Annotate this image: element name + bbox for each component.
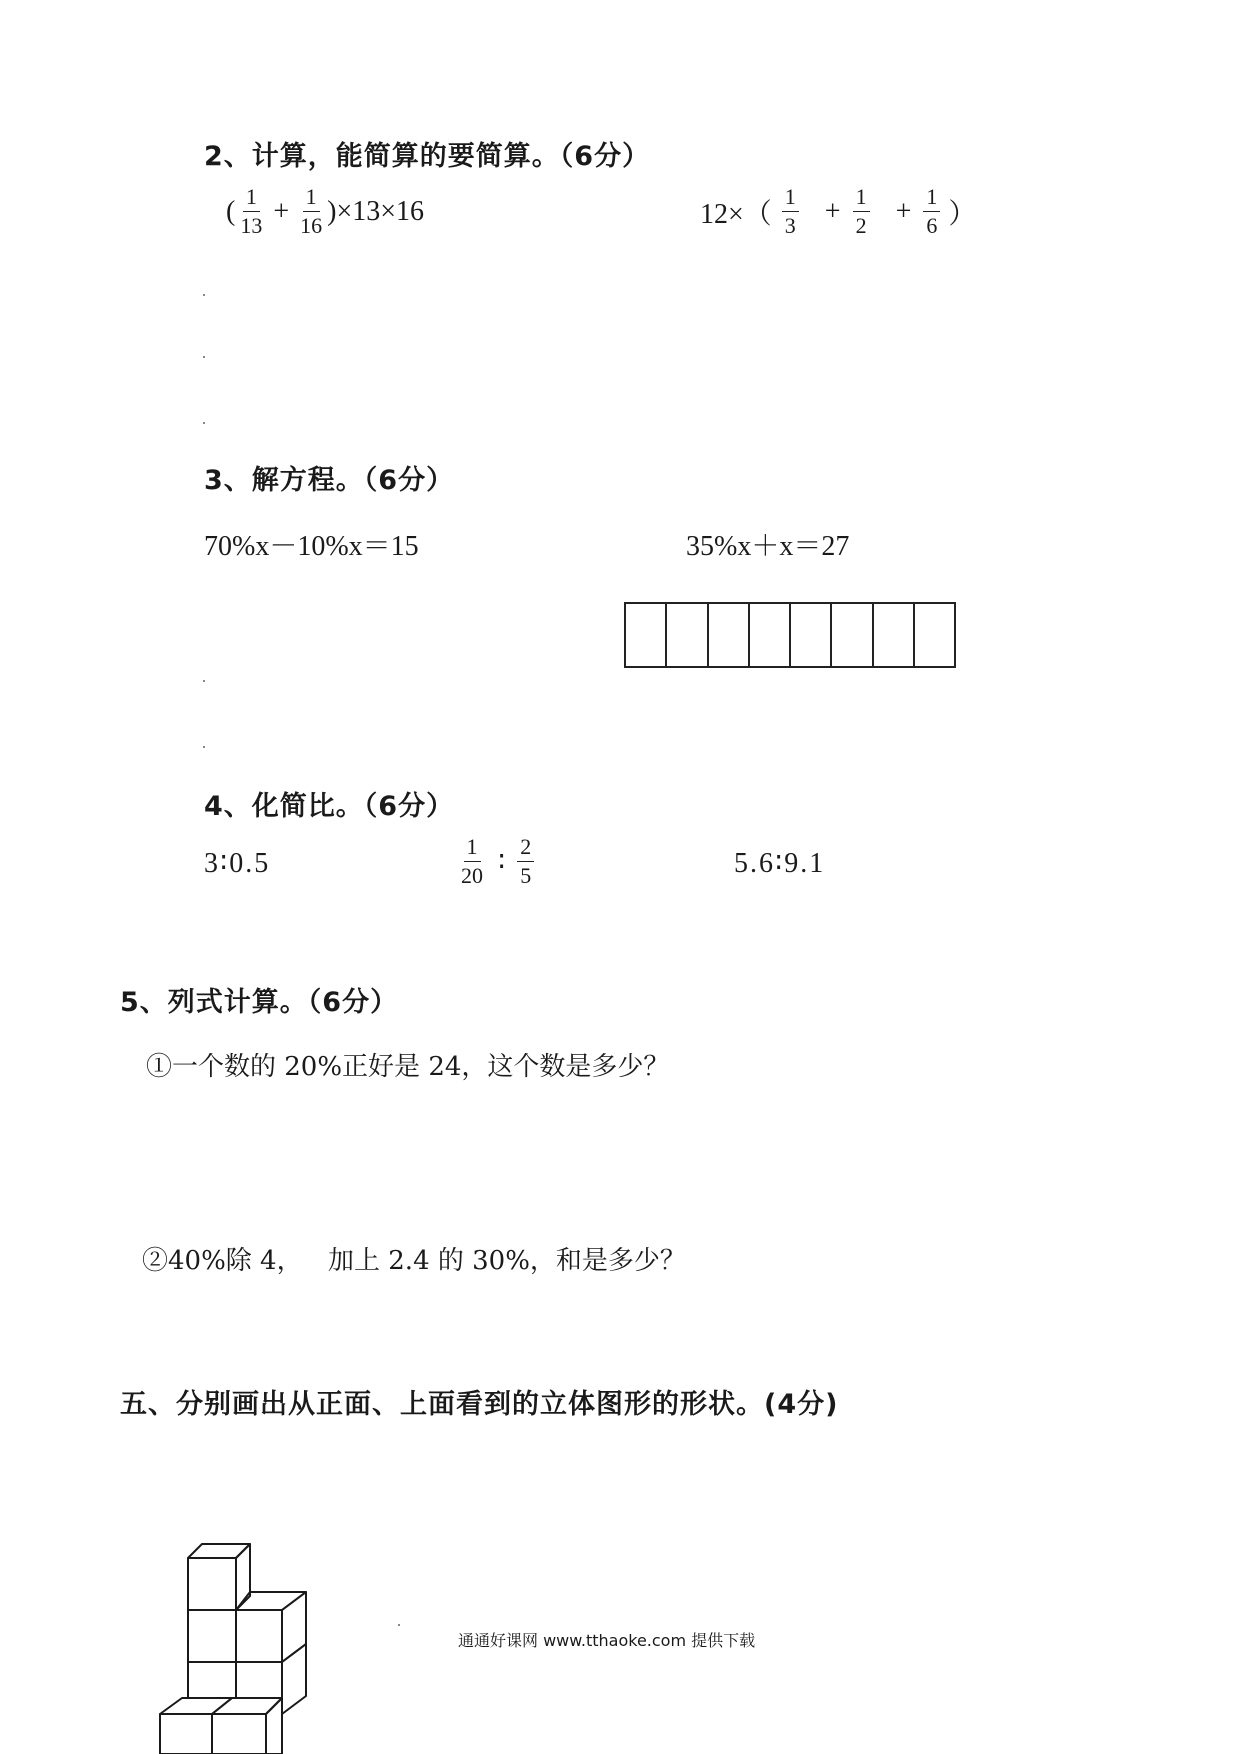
q4-ratio-3: 5.6∶9.1 (734, 848, 826, 879)
cube-front-face (236, 1610, 282, 1662)
close-paren: ） (948, 198, 977, 230)
section-5-heading: 五、分别画出从正面、上面看到的立体图形的形状。(4分) (120, 1389, 839, 1420)
fraction-2-5 (517, 836, 534, 887)
cube-side-face (266, 1698, 282, 1754)
numerator: 2 (517, 836, 534, 862)
denominator: 13 (240, 213, 263, 238)
q2-heading: 2、计算，能简算的要简算。（6分） (204, 141, 651, 172)
ratio-colon: ∶ (498, 846, 506, 878)
q2-expression-1 (226, 186, 424, 237)
denominator: 3 (784, 213, 796, 238)
grid-cell (750, 604, 791, 666)
scan-speck (203, 294, 205, 296)
scan-speck (203, 680, 205, 682)
cube-front-face (160, 1714, 212, 1754)
plus-sign: + (895, 195, 912, 227)
expression-lead: 12×（ (700, 198, 772, 230)
fraction-1-13 (237, 186, 265, 237)
cube-stack-figure (150, 1540, 350, 1754)
cube-front-face (212, 1714, 266, 1754)
scan-speck (398, 1624, 400, 1626)
expression-tail: )×13×16 (327, 195, 425, 227)
q4-heading: 4、化简比。（6分） (204, 791, 455, 822)
grid-cell (709, 604, 750, 666)
grid-cell (791, 604, 832, 666)
numerator: 1 (303, 186, 320, 212)
plus-sign: + (273, 195, 290, 227)
cube-top-face (212, 1698, 282, 1714)
q3-equation-1: 70%x－10%x＝15 (204, 531, 419, 562)
answer-grid (624, 602, 956, 668)
open-paren: ( (226, 195, 236, 227)
scan-speck (203, 422, 205, 424)
denominator: 6 (926, 213, 938, 238)
numerator: 1 (464, 836, 481, 862)
numerator: 1 (853, 186, 870, 212)
cube-side-face (282, 1592, 306, 1662)
numerator: 1 (243, 186, 260, 212)
q5-problem-1: ①一个数的 20%正好是 24，这个数是多少？ (146, 1052, 670, 1082)
grid-cell (667, 604, 708, 666)
numerator: 1 (923, 186, 940, 212)
footer-download-note: 通通好课网 www.tthaoke.com 提供下载 (458, 1631, 756, 1650)
denominator: 20 (461, 863, 483, 888)
q5-heading: 5、列式计算。（6分） (120, 987, 399, 1018)
plus-sign: + (824, 195, 841, 227)
cube-front-face (188, 1610, 236, 1662)
q4-ratio-2 (456, 836, 536, 887)
scan-speck (203, 356, 205, 358)
q3-equation-2: 35%x＋x＝27 (686, 531, 850, 562)
cube-side-face (282, 1644, 306, 1714)
q2-expression-2 (700, 186, 976, 237)
grid-cell (915, 604, 954, 666)
q5-problem-2b: 加上 2.4 的 30%，和是多少？ (328, 1246, 686, 1276)
fraction-1-6 (923, 186, 940, 237)
q5-problem-2a: ②40%除 4， (142, 1246, 303, 1276)
fraction-1-20 (458, 836, 486, 887)
q4-ratio-1: 3∶0.5 (204, 848, 271, 879)
fraction-1-16 (297, 186, 325, 237)
scan-speck (203, 746, 205, 748)
grid-cell (874, 604, 915, 666)
cube-front-face (188, 1558, 236, 1610)
q3-heading: 3、解方程。（6分） (204, 465, 455, 496)
denominator: 16 (300, 213, 323, 238)
fraction-1-3 (782, 186, 799, 237)
denominator: 2 (855, 213, 867, 238)
numerator: 1 (782, 186, 799, 212)
denominator: 5 (520, 863, 532, 888)
fraction-1-2 (853, 186, 870, 237)
grid-cell (832, 604, 873, 666)
grid-cell (626, 604, 667, 666)
cube-top-face (188, 1544, 250, 1558)
